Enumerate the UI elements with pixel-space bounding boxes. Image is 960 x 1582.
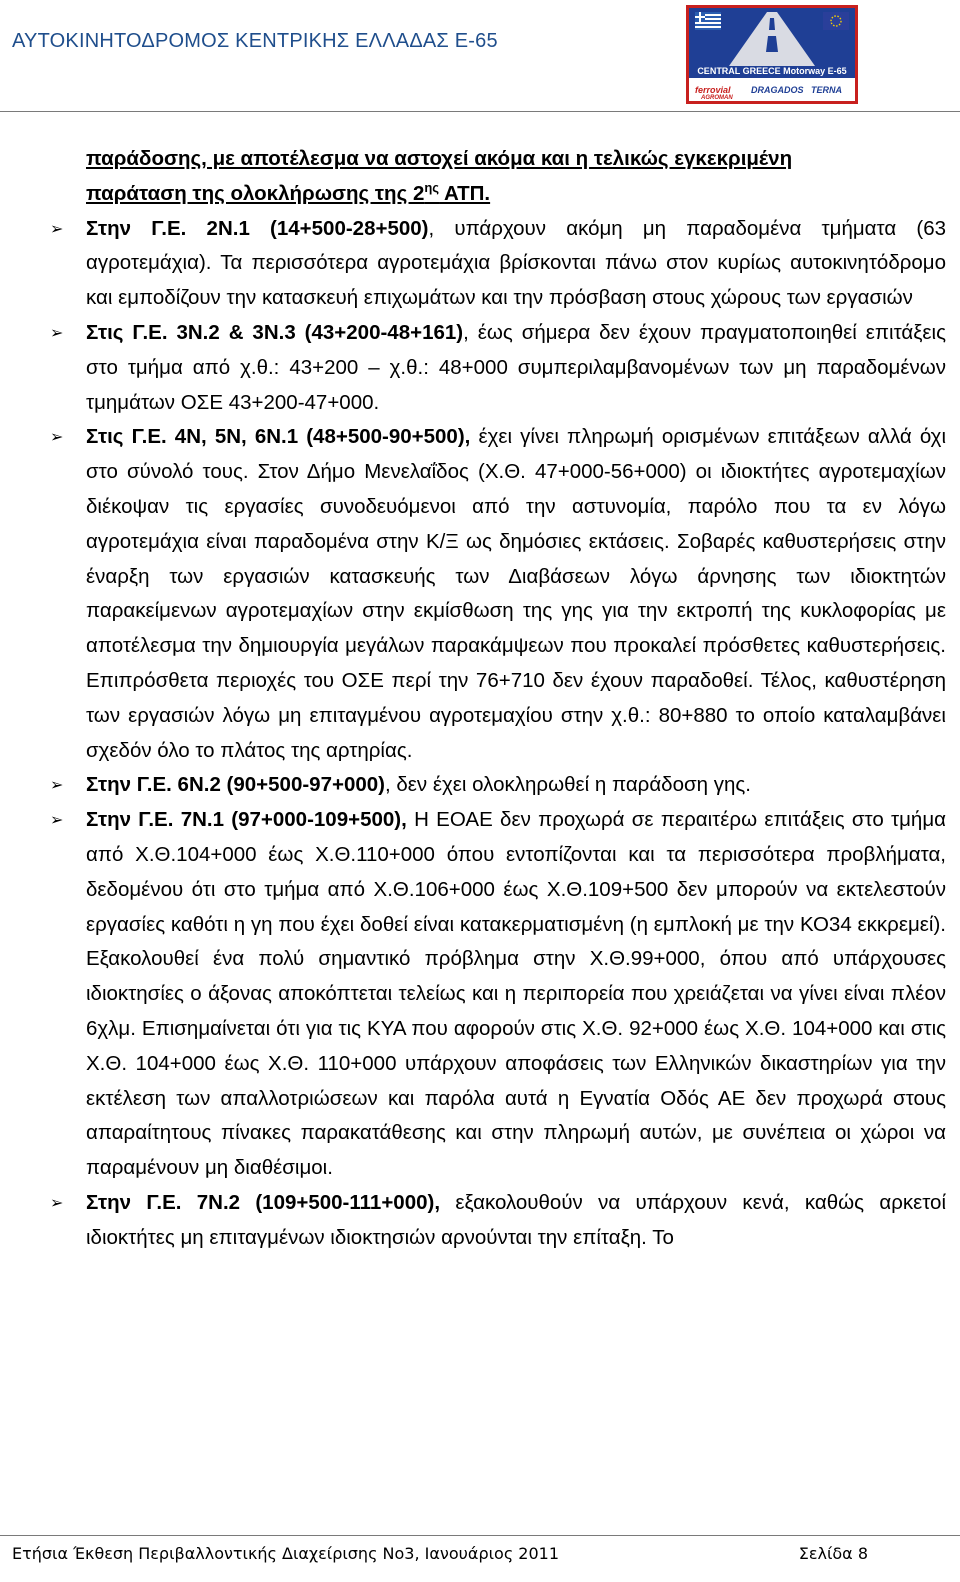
item-lead: Στις Γ.Ε. 3Ν.2 & 3Ν.3 (43+200-48+161) bbox=[86, 320, 464, 344]
list-item bbox=[50, 420, 946, 768]
item-lead: Στην Γ.Ε. 7Ν.2 (109+500-111+000), bbox=[86, 1190, 441, 1214]
item-text: , έως σήμερα δεν έχουν πραγματοποιηθεί επιτάξεις στο τμήμα από χ.θ.: 43+200 – χ.θ.: 48+000 συμπεριλαμβανομένων των μη παραδομένων τμημάτων ΟΣΕ 43+200-47+000. bbox=[86, 320, 946, 414]
motorway-logo bbox=[686, 5, 858, 104]
item-lead: Στην Γ.Ε. 7Ν.1 (97+000-109+500), bbox=[86, 808, 407, 832]
arrow-bullet-icon: ➢ bbox=[50, 1192, 64, 1212]
item-text: έχει γίνει πληρωμή ορισμένων επιτάξεων αλλά όχι στο σύνολό τους. Στον Δήμο Μενελαΐδος (Χ.Θ. 47+000-56+000) οι ιδιοκτήτες αγροτεμαχίων διέκοψαν τις εργασίες συνοδευόμενοι από την αστυνομία, παρόλο που τα εν λόγω αγροτεμάχια είναι παραδομένα στην Κ/Ξ ως δημόσιες εκτάσεις. Σοβαρές καθυστερήσεις στην έναρξη των εργασιών κατασκευής των Διαβάσεων λόγω άρνησης των ιδιοκτητών παρακείμενων αγροτεμαχίων στην εκμίσθωση της γης για την εκτροπή της κυκλοφορίας με αποτέλεσμα την δημιουργία μεγάλων παρακάμψεων που προκαλεί πρόσθετες καθυστερήσεις. Επιπρόσθετα περιοχές του ΟΣΕ περί την 76+710 δεν έχουν παραδοθεί. Τέλος, καθυστέρηση των εργασιών λόγω μη επιταγμένου αγροτεμαχίου στην χ.θ.: 80+880 το οποίο καταλαμβάνει σχεδόν όλο το πλάτος της αρτηρίας. bbox=[86, 425, 946, 762]
list-item bbox=[50, 316, 946, 420]
list-item bbox=[50, 768, 946, 803]
sponsor-terna: TERNA bbox=[811, 85, 842, 95]
item-text: , υπάρχουν ακόμη μη παραδομένα τμήματα (63 αγροτεμάχια). Τα περισσότερα αγροτεμάχια βρίσκονται πάνω στον κυρίως αυτοκινητόδρομο και εμποδίζουν την κατασκευή επιχωμάτων και την πρόσβαση στους χώρους των εργασιών bbox=[86, 216, 947, 310]
item-text: εξακολουθούν να υπάρχουν κενά, καθώς αρκετοί ιδιοκτήτες μη επιταγμένων ιδιοκτησιών αρνούνται την επίταξη. Το bbox=[86, 1190, 947, 1249]
sponsor-dragados: DRAGADOS bbox=[751, 85, 804, 95]
document-body bbox=[50, 142, 947, 1256]
logo-caption: CENTRAL GREECE Motorway E-65 bbox=[697, 66, 847, 76]
intro-paragraph bbox=[86, 142, 946, 212]
list-item bbox=[50, 212, 947, 316]
list-item bbox=[50, 803, 946, 1186]
arrow-bullet-icon: ➢ bbox=[50, 810, 64, 830]
item-lead: Στην Γ.Ε. 2Ν.1 (14+500-28+500) bbox=[86, 216, 429, 240]
logo-sponsor-strip bbox=[689, 78, 855, 104]
item-lead: Στις Γ.Ε. 4Ν, 5Ν, 6Ν.1 (48+500-90+500), bbox=[86, 425, 471, 449]
sponsor-agroman: AGROMAN bbox=[701, 95, 733, 101]
arrow-bullet-icon: ➢ bbox=[50, 322, 64, 342]
page-number: Σελίδα 8 bbox=[798, 1544, 868, 1563]
intro-line2-pre: παράταση της ολοκλήρωσης της 2 bbox=[86, 181, 425, 205]
footer-report-title: Ετήσια Έκθεση Περιβαλλοντικής Διαχείρισης Νο3, Ιανουάριος 2011 bbox=[12, 1544, 560, 1563]
header-divider bbox=[0, 111, 960, 112]
intro-line2-post: ΑΤΠ. bbox=[439, 181, 491, 205]
arrow-bullet-icon: ➢ bbox=[50, 775, 64, 795]
item-text: , δεν έχει ολοκληρωθεί η παράδοση γης. bbox=[384, 773, 751, 797]
intro-line1: παράδοσης, με αποτέλεσμα να αστοχεί ακόμα και η τελικώς εγκεκριμένη bbox=[86, 147, 793, 170]
arrow-bullet-icon: ➢ bbox=[50, 427, 64, 447]
footer-divider bbox=[0, 1535, 960, 1536]
arrow-bullet-icon: ➢ bbox=[50, 218, 64, 238]
sponsor-ferrovial: ferrovial bbox=[695, 85, 731, 95]
header-title: ΑΥΤΟΚΙΝΗΤΟΔΡΟΜΟΣ ΚΕΝΤΡΙΚΗΣ ΕΛΛΑΔΑΣ Ε-65 bbox=[12, 30, 498, 52]
intro-superscript: ης bbox=[424, 179, 440, 195]
list-item bbox=[50, 1186, 947, 1256]
item-text: Η ΕΟΑΕ δεν προχωρά σε περαιτέρω επιτάξεις στο τμήμα από Χ.Θ.104+000 έως Χ.Θ.110+000 όπου εντοπίζονται και τα περισσότερα προβλήματα, δεδομένου ότι στο τμήμα από Χ.Θ.106+000 έως Χ.Θ.109+500 δεν μπορούν να εκτελεστούν εργασίες καθότι η γη που έχει δοθεί είναι κατακερματισμένη (η εμπλοκή με την ΚΟ34 εκκρεμεί). Εξακολουθεί ένα πολύ σημαντικό πρόβλημα στην Χ.Θ.99+000, όπου από υπάρχουσες ιδιοκτησίες ο άξονας αποκόπτεται τελείως και η περιπορεία που χρειάζεται να γίνει είναι πλέον 6χλμ. Επισημαίνεται ότι για τις ΚΥΑ που αφορούν στις Χ.Θ. 92+000 έως Χ.Θ. 104+000 και στις Χ.Θ. 104+000 έως Χ.Θ. 110+000 υπάρχουν αποφάσεις των Ελληνικών δικαστηρίων για την εκτέλεση των απαλλοτριώσεων και παρόλα αυτά η Εγνατία Οδός ΑΕ δεν προχωρά στους απαραίτητους πίνακες παρακατάθεσης και στην πληρωμή αυτών, με συνέπεια οι χώροι να παραμένουν μη διαθέσιμοι. bbox=[86, 808, 946, 1180]
item-lead: Στην Γ.Ε. 6Ν.2 (90+500-97+000) bbox=[86, 773, 385, 797]
